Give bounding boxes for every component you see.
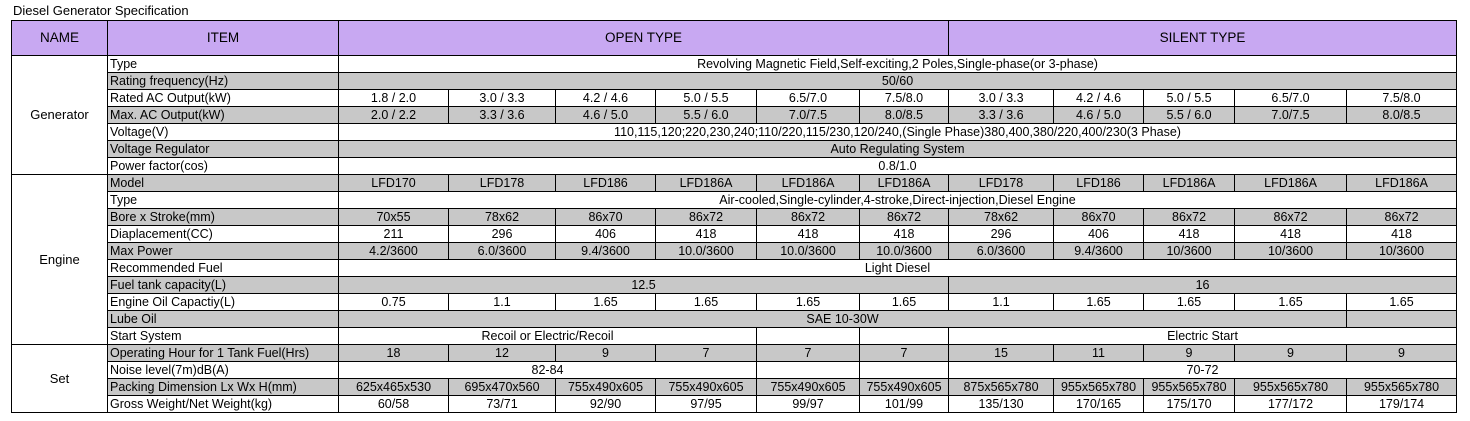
value-cell: 4.2/3600 <box>339 243 449 260</box>
value-cell: 9 <box>1347 345 1457 362</box>
value-cell: 0.75 <box>339 294 449 311</box>
table-row <box>12 107 1457 124</box>
value-cell: LFD186A <box>1235 175 1347 192</box>
value-cell: 6.0/3600 <box>949 243 1054 260</box>
value-cell: 10.0/3600 <box>656 243 757 260</box>
value-cell: 9.4/3600 <box>556 243 656 260</box>
value-cell: 179/174 <box>1347 396 1457 413</box>
value-cell: 9 <box>1144 345 1235 362</box>
value-cell: 755x490x605 <box>860 379 949 396</box>
value-cell: 1.8 / 2.0 <box>339 90 449 107</box>
value-cell: 955x565x780 <box>1054 379 1144 396</box>
value-cell: 955x565x780 <box>1347 379 1457 396</box>
value-cell: 10/3600 <box>1347 243 1457 260</box>
table-row <box>12 226 1457 243</box>
item-label: Max Power <box>108 243 339 260</box>
value-cell: 170/165 <box>1054 396 1144 413</box>
value-cell: 1.65 <box>656 294 757 311</box>
item-label: Power factor(cos) <box>108 158 339 175</box>
table-row <box>12 345 1457 362</box>
value-cell: LFD186A <box>1347 175 1457 192</box>
value-cell: 5.0 / 5.5 <box>1144 90 1235 107</box>
value-cell: 625x465x530 <box>339 379 449 396</box>
value-cell: 78x62 <box>949 209 1054 226</box>
table-row <box>12 56 1457 73</box>
value-cell: 4.6 / 5.0 <box>1054 107 1144 124</box>
value-cell: 86x72 <box>1144 209 1235 226</box>
table-row <box>12 311 1457 328</box>
value-cell: 15 <box>949 345 1054 362</box>
table-row <box>12 277 1457 294</box>
value-cell: 99/97 <box>757 396 860 413</box>
item-label: Diaplacement(CC) <box>108 226 339 243</box>
value-cell: LFD186A <box>757 175 860 192</box>
value-cell: 50/60 <box>339 73 1457 90</box>
value-cell: 92/90 <box>556 396 656 413</box>
value-cell: Air-cooled,Single-cylinder,4-stroke,Direct-injection,Diesel Engine <box>339 192 1457 209</box>
value-cell <box>860 362 949 379</box>
item-label: Voltage Regulator <box>108 141 339 158</box>
value-cell: 7 <box>757 345 860 362</box>
value-cell: 5.0 / 5.5 <box>656 90 757 107</box>
value-cell: 4.2 / 4.6 <box>556 90 656 107</box>
value-cell: 101/99 <box>860 396 949 413</box>
section-label-engine: Engine <box>12 175 108 345</box>
value-cell: 86x72 <box>656 209 757 226</box>
item-label: Rated AC Output(kW) <box>108 90 339 107</box>
table-row <box>12 124 1457 141</box>
value-cell: LFD186A <box>860 175 949 192</box>
header-open-type: OPEN TYPE <box>339 21 949 56</box>
item-label: Type <box>108 56 339 73</box>
value-cell: 8.0/8.5 <box>860 107 949 124</box>
value-cell: 12.5 <box>339 277 949 294</box>
value-cell: 86x70 <box>1054 209 1144 226</box>
table-row <box>12 379 1457 396</box>
value-cell: 955x565x780 <box>1144 379 1235 396</box>
value-cell <box>757 362 860 379</box>
header-item: ITEM <box>108 21 339 56</box>
table-row <box>12 260 1457 277</box>
value-cell: 7.0/7.5 <box>757 107 860 124</box>
value-cell: 135/130 <box>949 396 1054 413</box>
table-row <box>12 90 1457 107</box>
value-cell: 1.1 <box>449 294 556 311</box>
value-cell: 1.65 <box>556 294 656 311</box>
value-cell: SAE 10-30W <box>339 311 1347 328</box>
value-cell: 86x72 <box>1235 209 1347 226</box>
value-cell: 6.5/7.0 <box>1235 90 1347 107</box>
item-label: Rating frequency(Hz) <box>108 73 339 90</box>
value-cell: 70-72 <box>949 362 1457 379</box>
value-cell: 73/71 <box>449 396 556 413</box>
value-cell: 5.5 / 6.0 <box>656 107 757 124</box>
value-cell: 78x62 <box>449 209 556 226</box>
section-label-generator: Generator <box>12 56 108 175</box>
value-cell: 10.0/3600 <box>757 243 860 260</box>
header-row <box>12 21 1457 56</box>
value-cell: Light Diesel <box>339 260 1457 277</box>
value-cell <box>757 328 860 345</box>
value-cell: Electric Start <box>949 328 1457 345</box>
value-cell: LFD186 <box>1054 175 1144 192</box>
table-row <box>12 73 1457 90</box>
value-cell: 7 <box>860 345 949 362</box>
item-label: Engine Oil Capactiy(L) <box>108 294 339 311</box>
value-cell: 3.3 / 3.6 <box>949 107 1054 124</box>
value-cell: 10/3600 <box>1235 243 1347 260</box>
value-cell: 9 <box>556 345 656 362</box>
table-row <box>12 209 1457 226</box>
value-cell: 6.5/7.0 <box>757 90 860 107</box>
value-cell: 6.0/3600 <box>449 243 556 260</box>
value-cell: 3.0 / 3.3 <box>449 90 556 107</box>
header-silent-type: SILENT TYPE <box>949 21 1457 56</box>
value-cell: 875x565x780 <box>949 379 1054 396</box>
value-cell: 177/172 <box>1235 396 1347 413</box>
value-cell: 7.5/8.0 <box>860 90 949 107</box>
value-cell: 0.8/1.0 <box>339 158 1457 175</box>
value-cell: 3.3 / 3.6 <box>449 107 556 124</box>
value-cell: 9 <box>1235 345 1347 362</box>
value-cell: 1.1 <box>949 294 1054 311</box>
value-cell: 7 <box>656 345 757 362</box>
item-label: Type <box>108 192 339 209</box>
value-cell: 86x72 <box>757 209 860 226</box>
value-cell <box>860 328 949 345</box>
value-cell: 12 <box>449 345 556 362</box>
value-cell: 418 <box>656 226 757 243</box>
value-cell: 86x72 <box>860 209 949 226</box>
value-cell: 4.2 / 4.6 <box>1054 90 1144 107</box>
item-label: Operating Hour for 1 Tank Fuel(Hrs) <box>108 345 339 362</box>
value-cell: 11 <box>1054 345 1144 362</box>
value-cell: 418 <box>1144 226 1235 243</box>
spec-table <box>11 20 1457 413</box>
value-cell: LFD186 <box>556 175 656 192</box>
value-cell: LFD178 <box>449 175 556 192</box>
table-row <box>12 175 1457 192</box>
value-cell: 2.0 / 2.2 <box>339 107 449 124</box>
value-cell: LFD186A <box>656 175 757 192</box>
value-cell: 406 <box>1054 226 1144 243</box>
value-cell: 1.65 <box>860 294 949 311</box>
table-row <box>12 158 1457 175</box>
table-row <box>12 294 1457 311</box>
value-cell: 175/170 <box>1144 396 1235 413</box>
value-cell: 296 <box>449 226 556 243</box>
value-cell: 955x565x780 <box>1235 379 1347 396</box>
value-cell: 296 <box>949 226 1054 243</box>
value-cell: Auto Regulating System <box>339 141 1457 158</box>
value-cell: 755x490x605 <box>656 379 757 396</box>
value-cell: 16 <box>949 277 1457 294</box>
value-cell: 82-84 <box>339 362 757 379</box>
value-cell: LFD170 <box>339 175 449 192</box>
value-cell: 10.0/3600 <box>860 243 949 260</box>
value-cell: 110,115,120;220,230,240;110/220,115/230,120/240,(Single Phase)380,400,380/220,400/230(3 Phase) <box>339 124 1457 141</box>
value-cell: 3.0 / 3.3 <box>949 90 1054 107</box>
item-label: Bore x Stroke(mm) <box>108 209 339 226</box>
value-cell: 406 <box>556 226 656 243</box>
document-title: Diesel Generator Specification <box>13 3 189 18</box>
value-cell: 7.0/7.5 <box>1235 107 1347 124</box>
value-cell: 418 <box>757 226 860 243</box>
item-label: Gross Weight/Net Weight(kg) <box>108 396 339 413</box>
value-cell: 1.65 <box>757 294 860 311</box>
value-cell: 755x490x605 <box>556 379 656 396</box>
table-row <box>12 192 1457 209</box>
value-cell: 86x70 <box>556 209 656 226</box>
value-cell: 7.5/8.0 <box>1347 90 1457 107</box>
value-cell: LFD178 <box>949 175 1054 192</box>
table-row <box>12 243 1457 260</box>
table-row <box>12 328 1457 345</box>
table-row <box>12 396 1457 413</box>
item-label: Noise level(7m)dB(A) <box>108 362 339 379</box>
value-cell: 211 <box>339 226 449 243</box>
item-label: Recommended Fuel <box>108 260 339 277</box>
table-row <box>12 362 1457 379</box>
value-cell: 97/95 <box>656 396 757 413</box>
value-cell: 418 <box>860 226 949 243</box>
value-cell: 5.5 / 6.0 <box>1144 107 1235 124</box>
value-cell: 1.65 <box>1054 294 1144 311</box>
value-cell: Recoil or Electric/Recoil <box>339 328 757 345</box>
value-cell: 9.4/3600 <box>1054 243 1144 260</box>
value-cell: LFD186A <box>1144 175 1235 192</box>
item-label: Lube Oil <box>108 311 339 328</box>
item-label: Fuel tank capacity(L) <box>108 277 339 294</box>
value-cell: 418 <box>1235 226 1347 243</box>
value-cell: 70x55 <box>339 209 449 226</box>
header-name: NAME <box>12 21 108 56</box>
value-cell: 1.65 <box>1347 294 1457 311</box>
table-row <box>12 141 1457 158</box>
value-cell: 10/3600 <box>1144 243 1235 260</box>
item-label: Start System <box>108 328 339 345</box>
value-cell: 418 <box>1347 226 1457 243</box>
value-cell: 8.0/8.5 <box>1347 107 1457 124</box>
value-cell: 18 <box>339 345 449 362</box>
value-cell: 755x490x605 <box>757 379 860 396</box>
value-cell <box>1347 311 1457 328</box>
item-label: Packing Dimension Lx Wx H(mm) <box>108 379 339 396</box>
item-label: Voltage(V) <box>108 124 339 141</box>
value-cell: 1.65 <box>1144 294 1235 311</box>
value-cell: 1.65 <box>1235 294 1347 311</box>
section-label-set: Set <box>12 345 108 413</box>
item-label: Model <box>108 175 339 192</box>
value-cell: 4.6 / 5.0 <box>556 107 656 124</box>
value-cell: Revolving Magnetic Field,Self-exciting,2 Poles,Single-phase(or 3-phase) <box>339 56 1457 73</box>
item-label: Max. AC Output(kW) <box>108 107 339 124</box>
value-cell: 695x470x560 <box>449 379 556 396</box>
value-cell: 60/58 <box>339 396 449 413</box>
value-cell: 86x72 <box>1347 209 1457 226</box>
